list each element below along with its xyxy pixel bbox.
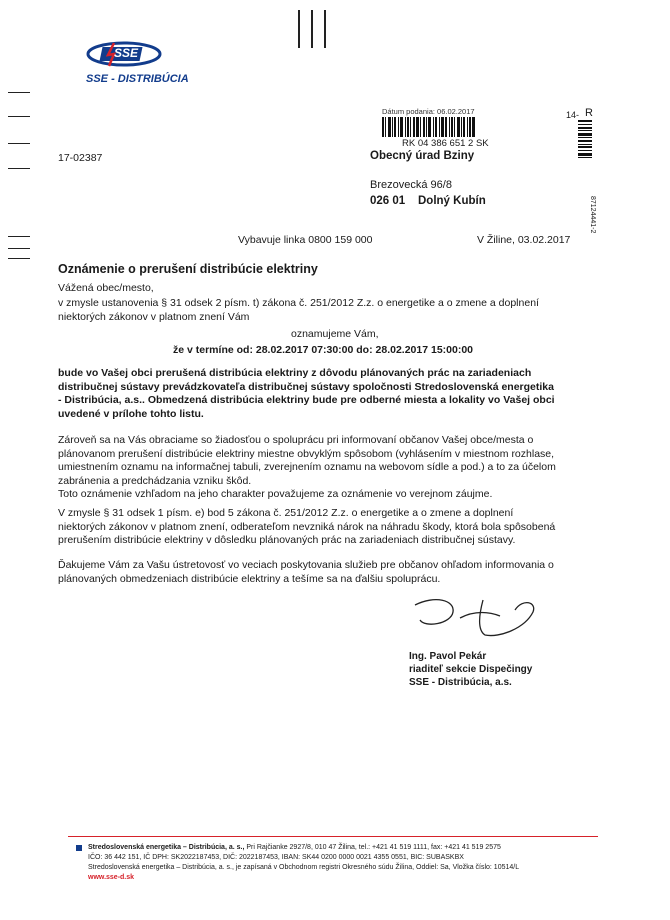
handled-by: Vybavuje linka 0800 159 000 <box>238 234 373 246</box>
paragraph-line: Zároveň sa na Vás obraciame so žiadosťou o spoluprácu pri informovaní občanov Vašej obce/mesta o <box>58 434 534 446</box>
barcode-number: RK 04 386 651 2 SK <box>402 138 489 149</box>
outage-paragraph <box>58 367 558 421</box>
recipient-city: Dolný Kubín <box>418 195 486 207</box>
fold-mark <box>8 248 30 249</box>
place-date: V Žiline, 03.02.2017 <box>477 234 571 246</box>
footer-registry: Stredoslovenská energetika – Distribúcia, a. s., je zapísaná v Obchodnom registri Okresného súdu Žilina, Oddiel: Sa, Vložka číslo: 10514/L <box>88 864 520 871</box>
signatory-role: riaditeľ sekcie Dispečingy <box>409 664 533 675</box>
signatory-company: SSE - Distribúcia, a.s. <box>409 677 512 688</box>
paragraph-line: niektorých zákonov v platnom znení, odberateľom nevzniká nárok na náhradu škody, ktorá bola spôsobená <box>58 520 556 533</box>
marker-letter: R <box>585 107 593 119</box>
side-code: 87124441-2 <box>589 196 596 234</box>
reference-number: 17-02387 <box>58 152 103 164</box>
fold-mark <box>8 92 30 93</box>
paragraph-line: uvedené v prílohe tohto listu. <box>58 407 204 420</box>
paragraph-line: bude vo Vašej obci prerušená distribúcia elektriny z dôvodu plánovaných prác na zariadeniach <box>58 367 532 379</box>
intro-line: v zmysle ustanovenia § 31 odsek 2 písm. t) zákona č. 251/2012 Z.z. o energetike a o zmene a doplnení <box>58 297 539 309</box>
company-logo <box>82 40 192 90</box>
top-tick-mark <box>298 10 300 48</box>
fold-mark <box>8 236 30 237</box>
subject: Oznámenie o prerušení distribúcie elektriny <box>58 262 318 276</box>
fold-mark <box>8 168 30 169</box>
notify-line: oznamujeme Vám, <box>291 328 379 340</box>
thanks-paragraph <box>58 559 558 586</box>
paragraph-line: V zmysle § 31 odsek 1 písm. e) bod 5 zákona č. 251/2012 Z.z. o energetike a o zmene a doplnení <box>58 507 514 519</box>
fold-mark <box>8 258 30 259</box>
filing-date: Dátum podania: 06.02.2017 <box>382 107 475 116</box>
paragraph-line: - Distribúcia, a.s.. Obmedzená distribúcia elektriny bude pre odberné miesta a lokality vo Vašej obci <box>58 394 555 407</box>
fold-mark <box>8 143 30 144</box>
fold-mark <box>8 116 30 117</box>
recipient-name: Obecný úrad Bziny <box>370 150 475 162</box>
top-tick-mark <box>324 10 326 48</box>
footer <box>88 843 568 883</box>
recipient-street: Brezovecká 96/8 <box>370 179 452 191</box>
paragraph-line: Ďakujeme Vám za Vašu ústretovosť vo veciach poskytovania služieb pre občanov ohľadom informovania o <box>58 559 554 571</box>
handwritten-signature <box>405 590 555 645</box>
paragraph-line: plánovanom prerušení distribúcie elektriny miestne obvyklým spôsobom (vyhlásením v miestnom rozhlase, <box>58 447 555 460</box>
paragraph-line: plánovaných obmedzeniach distribúcie elektriny a tešíme sa na ďalšiu spoluprácu. <box>58 572 441 585</box>
footer-address <box>88 843 568 853</box>
salutation: Vážená obec/mesto, <box>58 282 154 294</box>
logo-text: SSE - DISTRIBÚCIA <box>86 73 189 85</box>
top-tick-mark <box>311 10 313 48</box>
footer-ids: IČO: 36 442 151, IČ DPH: SK2022187453, DIČ: 2022187453, IBAN: SK44 0200 0000 0021 4355 0551, BIC: SUBASKBX <box>88 854 464 861</box>
footer-company: Stredoslovenská energetika – Distribúcia, a. s., <box>88 844 245 851</box>
side-barcode <box>578 120 592 170</box>
logo-badge: SSE <box>114 46 139 60</box>
signatory-name: Ing. Pavol Pekár <box>409 651 487 662</box>
barcode <box>382 117 494 137</box>
paragraph-line: umiestnením oznamu na informačnej tabuli, zverejnením oznamu na webovom sídle a pod.) a to za účelom <box>58 461 556 474</box>
intro-line: niektorých zákonov v platnom znení Vám <box>58 310 250 323</box>
footer-bullet-icon <box>76 845 82 851</box>
page-marker: 14- <box>566 110 580 120</box>
paragraph-line: distribučnej sústavy prevádzkovateľa distribučnej sústavy spoločnosti Stredoslovenská energetika <box>58 380 554 393</box>
intro-paragraph <box>58 297 558 324</box>
paragraph-line: Toto oznámenie vzhľadom na jeho charakter považujeme za oznámenie vo verejnom záujme. <box>58 488 493 501</box>
paragraph-line: prerušením distribúcie elektriny v dôsledku plánovaných prác na zariadeniach distribučnej sústavy. <box>58 534 516 547</box>
compensation-paragraph <box>58 507 558 548</box>
recipient-postcode: 026 01 <box>370 195 406 207</box>
paragraph-line: zabránenia a predchádzania vzniku škôd. <box>58 474 252 487</box>
footer-address-text: Pri Rajčianke 2927/8, 010 47 Žilina, tel.: +421 41 519 1111, fax: +421 41 519 2575 <box>244 844 501 851</box>
footer-rule <box>68 836 598 837</box>
footer-web: www.sse-d.sk <box>88 874 135 881</box>
outage-term: že v termíne od: 28.02.2017 07:30:00 do: 28.02.2017 15:00:00 <box>173 344 474 356</box>
cooperation-paragraph <box>58 434 558 502</box>
